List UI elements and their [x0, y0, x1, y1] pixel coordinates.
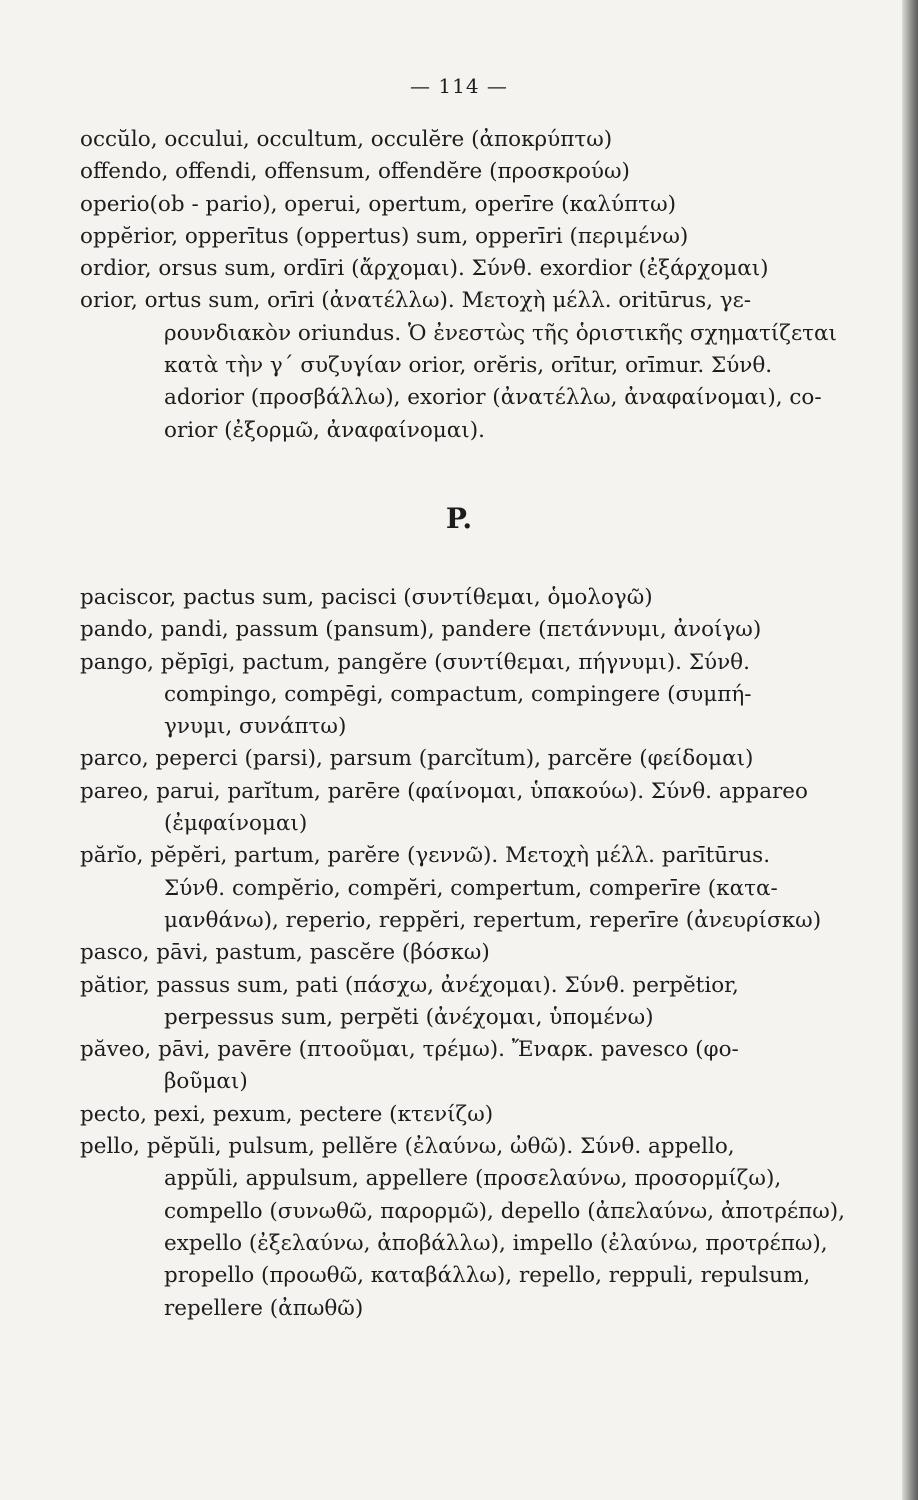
- entry-line: pango, pĕpīgi, pactum, pangĕre (συντίθεμαι, πήγνυμι). Σύνθ.: [80, 649, 750, 675]
- dictionary-block-o: [80, 124, 880, 447]
- entry-line: (ἐμφαίνομαι): [164, 811, 308, 837]
- entry-line: parco, peperci (parsi), parsum (parcĭtum), parcĕre (φείδομαι): [80, 746, 754, 772]
- entry-line: compello (συνωθῶ, παρορμῶ), depello (ἀπελαύνω, ἀποτρέπω),: [164, 1198, 846, 1224]
- entry-line: μανθάνω), reperio, reppĕri, repertum, reperīre (ἀνευρίσκω): [164, 907, 822, 933]
- entry-line: perpessus sum, perpĕti (ἀνέχομαι, ὑπομένω): [164, 1004, 654, 1030]
- entry-line: paciscor, pactus sum, pacisci (συντίθεμαι, ὁμολογῶ): [80, 585, 653, 610]
- entry-line: pareo, parui, parĭtum, parēre (φαίνομαι, ὑπακούω). Σύνθ. appareo: [80, 778, 808, 804]
- entry-line: pasco, pāvi, pastum, pascĕre (βόσκω): [80, 940, 490, 966]
- entry-line: pecto, pexi, pexum, pectere (κτενίζω): [80, 1101, 494, 1127]
- entry-line: păveo, pāvi, pavēre (πτοοῦμαι, τρέμω). Ἔναρκ. pavesco (φο-: [80, 1037, 739, 1063]
- entry-line: părĭo, pĕpĕri, partum, parĕre (γεννῶ). Μετοχὴ μέλλ. parītūrus.: [80, 843, 771, 869]
- entry-line: ρουνδιακὸν oriundus. Ὁ ἐνεστὼς τῆς ὁριστικῆς σχηματίζεται: [164, 320, 837, 346]
- entry-line: compingo, compēgi, compactum, compingere (συμπή-: [164, 681, 752, 707]
- entry-line: oppĕrior, opperītus (oppertus) sum, opperīri (περιμένω): [80, 223, 689, 249]
- entry-line: orior (ἐξορμῶ, ἀναφαίνομαι).: [164, 417, 485, 443]
- page-edge-shadow: [902, 0, 918, 1500]
- entry-line: κατὰ τὴν γ΄ συζυγίαν orior, orĕris, orītur, orīmur. Σύνθ.: [164, 353, 773, 379]
- entry-line: adorior (προσβάλλω), exorior (ἀνατέλλω, ἀναφαίνομαι), co-: [164, 385, 822, 411]
- entry-line: pătior, passus sum, pati (πάσχω, ἀνέχομαι). Σύνθ. perpĕtior,: [80, 972, 739, 998]
- page-number: — 114 —: [410, 74, 508, 98]
- entry-line: pello, pĕpŭli, pulsum, pellĕre (ἐλαύνω, ὠθῶ). Σύνθ. appello,: [80, 1134, 735, 1160]
- entry-line: operio(ob - pario), operui, opertum, operīre (καλύπτω): [80, 191, 677, 217]
- entry-line: expello (ἐξελαύνω, ἀποβάλλω), impello (ἐλαύνω, προτρέπω),: [164, 1230, 828, 1256]
- entry-line: appŭli, appulsum, appellere (προσελαύνω, προσορμίζω),: [164, 1166, 782, 1192]
- dictionary-block-p: [80, 582, 880, 1325]
- section-heading-p: P.: [445, 502, 473, 535]
- entry-line: repellere (ἀπωθῶ): [164, 1295, 364, 1321]
- entry-line: γνυμι, συνάπτω): [164, 714, 347, 740]
- entry-line: occŭlo, occului, occultum, occulĕre (ἀποκρύπτω): [80, 127, 613, 152]
- entry-line: βοῦμαι): [164, 1069, 248, 1095]
- entry-line: Σύνθ. compĕrio, compĕri, compertum, comperīre (κατα-: [164, 875, 778, 901]
- entry-line: offendo, offendi, offensum, offendĕre (προσκρούω): [80, 159, 630, 185]
- entry-line: ordior, orsus sum, ordīri (ἄρχομαι). Σύνθ. exordior (ἐξάρχομαι): [80, 256, 769, 282]
- entry-line: orior, ortus sum, orīri (ἀνατέλλω). Μετοχὴ μέλλ. oritūrus, γε-: [80, 288, 752, 314]
- entry-line: propello (προωθῶ, καταβάλλω), repello, reppuli, repulsum,: [164, 1263, 811, 1289]
- entry-line: pando, pandi, passum (pansum), pandere (πετάννυμι, ἀνοίγω): [80, 617, 762, 643]
